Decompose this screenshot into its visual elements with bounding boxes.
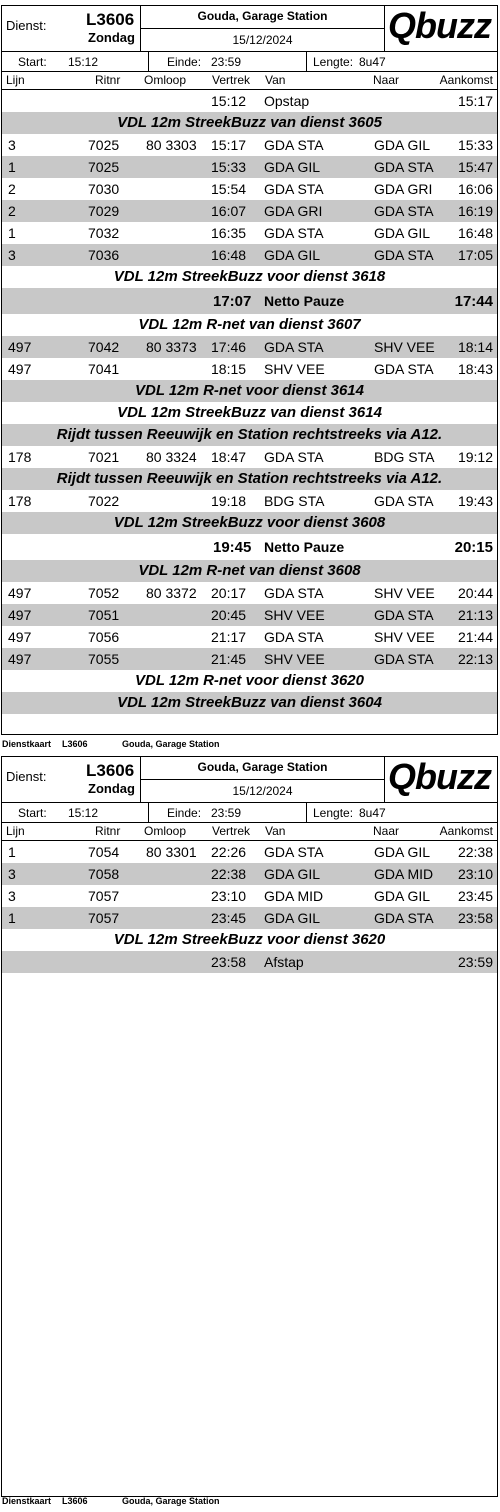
note-text: VDL 12m StreekBuzz voor dienst 3618 [113,268,386,285]
cell-van: BDG STA [264,493,325,509]
trip-row [2,222,497,244]
cell-vertrek: 22:26 [211,844,247,860]
col-naar: Naar [373,73,400,87]
cell-van: GDA STA [264,629,324,645]
trip-row [2,863,497,885]
footer-label: Dienstkaart [2,739,52,749]
cell-aankomst: 22:13 [457,651,493,667]
cell-lijn: 497 [8,339,32,355]
divider [306,803,307,822]
dienst-code: L3606 [86,761,135,780]
cell-lijn: 3 [8,137,16,153]
cell-lijn: 1 [8,225,16,241]
footer-location: Gouda, Garage Station [122,739,220,749]
cell-vertrek: 21:17 [211,629,247,645]
cell-aankomst: 23:59 [457,954,493,970]
start-value: 15:12 [68,806,99,820]
trip-row [2,244,497,266]
col-omloop: Omloop [144,824,187,838]
cell-naar: BDG STA [374,449,435,465]
cell-aankomst: 21:13 [457,607,493,623]
cell-vertrek: 23:45 [211,910,247,926]
cell-ritnr: 7041 [88,361,120,377]
header [2,6,497,52]
cell-lijn: 1 [8,159,16,175]
cell-ritnr: 7036 [88,247,120,263]
cell-aankomst: 15:17 [457,93,493,109]
cell-lijn: 497 [8,607,32,623]
lengte-value: 8u47 [359,806,386,820]
note-text: VDL 12m R-net van dienst 3607 [138,316,361,333]
dienstkaart-page-2 [1,756,498,1497]
cell-naar: GDA STA [374,607,434,623]
cell-naar: GDA STA [374,203,434,219]
note-text: VDL 12m StreekBuzz voor dienst 3608 [113,514,386,531]
divider [306,52,307,71]
cell-naar: GDA STA [374,651,434,667]
note-row [2,402,497,424]
cell-lijn: 3 [8,247,16,263]
trip-row [2,90,497,112]
cell-aankomst: 23:45 [457,888,493,904]
note-text: VDL 12m R-net voor dienst 3620 [135,672,364,689]
date-label: 15/12/2024 [232,784,293,798]
cell-aankomst: 23:10 [457,866,493,882]
cell-ritnr: 7054 [88,844,120,860]
col-lijn: Lijn [6,73,25,87]
cell-aankomst: 17:05 [457,247,493,263]
column-headers [2,72,497,90]
cell-aankomst: 16:19 [457,203,493,219]
note-text: VDL 12m StreekBuzz van dienst 3614 [117,404,382,421]
trip-row [2,648,497,670]
trip-row [2,907,497,929]
cell-naar: GDA STA [374,361,434,377]
day-label: Zondag [88,781,135,796]
qbuzz-logo: Qbuzz [388,756,491,797]
lengte-label: Lengte: [313,806,354,820]
cell-omloop: 80 3372 [146,585,197,601]
trip-row [2,490,497,512]
footer-code: L3606 [62,1496,88,1506]
cell-aankomst: 22:38 [457,844,493,860]
cell-van: GDA GIL [264,247,321,263]
trip-row [2,841,497,863]
cell-van: GDA GIL [264,910,321,926]
start-label: Start: [18,806,47,820]
divider [148,803,149,822]
cell-vertrek: 16:35 [211,225,247,241]
cell-naar: GDA GIL [374,844,431,860]
note-text: VDL 12m R-net van dienst 3608 [138,562,361,579]
cell-vertrek: 16:48 [211,247,247,263]
cell-naar: GDA MID [374,866,434,882]
note-text: Rijdt tussen Reeuwijk en Station rechtstreeks via A12. [56,470,443,487]
cell-omloop: 80 3373 [146,339,197,355]
trip-row [2,336,497,358]
cell-ritnr: 7025 [88,159,120,175]
cell-naar: GDA STA [374,493,434,509]
cell-ritnr: 7057 [88,910,120,926]
cell-aankomst: 20:44 [457,585,493,601]
trip-row [2,582,497,604]
cell-naar: SHV VEE [374,585,435,601]
cell-aankomst: 15:47 [457,159,493,175]
cell-lijn: 497 [8,361,32,377]
cell-naar: SHV VEE [374,339,435,355]
note-row [2,380,497,402]
cell-lijn: 178 [8,493,32,509]
cell-aankomst: 18:43 [457,361,493,377]
lengte-label: Lengte: [313,55,354,69]
cell-ritnr: 7029 [88,203,120,219]
cell-naar: GDA STA [374,910,434,926]
location-label: Gouda, Garage Station [197,760,328,774]
einde-label: Einde: [167,806,202,820]
schedule-table [2,841,497,973]
cell-lijn: 497 [8,651,32,667]
cell-ritnr: 7052 [88,585,120,601]
cell-van: SHV VEE [264,651,325,667]
trip-row [2,134,497,156]
note-row [2,670,497,692]
col-aankomst: Aankomst [439,73,493,87]
trip-row [2,604,497,626]
cell-naar: GDA STA [374,159,434,175]
lengte-value: 8u47 [359,55,386,69]
cell-vertrek: 15:17 [211,137,247,153]
cell-aankomst: 23:58 [457,910,493,926]
cell-aankomst: 21:44 [457,629,493,645]
cell-aankomst: 16:48 [457,225,493,241]
cell-ritnr: 7058 [88,866,120,882]
cell-naar: GDA GIL [374,225,431,241]
cell-omloop: 80 3303 [146,137,197,153]
pause-end: 17:44 [454,293,493,310]
date-label: 15/12/2024 [232,33,293,47]
col-omloop: Omloop [144,73,187,87]
dienst-code: L3606 [86,10,135,29]
cell-ritnr: 7030 [88,181,120,197]
footer-location: Gouda, Garage Station [122,1496,220,1506]
cell-van: GDA STA [264,339,324,355]
day-label: Zondag [88,30,135,45]
note-row [2,112,497,134]
cell-ritnr: 7056 [88,629,120,645]
cell-ritnr: 7042 [88,339,120,355]
note-row [2,424,497,446]
cell-aankomst: 19:12 [457,449,493,465]
cell-vertrek: 15:12 [211,93,247,109]
cell-van: GDA STA [264,225,324,241]
note-row [2,512,497,534]
col-vertrek: Vertrek [212,73,251,87]
note-text: Rijdt tussen Reeuwijk en Station rechtstreeks via A12. [56,426,443,443]
start-label: Start: [18,55,47,69]
header [2,757,497,803]
qbuzz-logo: Qbuzz [388,5,491,46]
cell-vertrek: 23:10 [211,888,247,904]
dienst-label: Dienst: [6,18,47,33]
cell-lijn: 497 [8,629,32,645]
cell-van: GDA GRI [264,203,323,219]
cell-van: GDA GIL [264,159,321,175]
divider [384,6,385,51]
cell-lijn: 2 [8,181,16,197]
pause-row [2,288,497,314]
cell-van: GDA STA [264,137,324,153]
cell-vertrek: 23:58 [211,954,247,970]
cell-aankomst: 15:33 [457,137,493,153]
cell-lijn: 1 [8,910,16,926]
cell-ritnr: 7032 [88,225,120,241]
trip-row [2,626,497,648]
cell-vertrek: 22:38 [211,866,247,882]
sub-header [2,803,497,823]
cell-van: SHV VEE [264,361,325,377]
einde-value: 23:59 [211,55,242,69]
pause-label: Netto Pauze [264,539,345,555]
cell-ritnr: 7057 [88,888,120,904]
cell-van: GDA STA [264,844,324,860]
pause-row [2,534,497,560]
trip-row [2,446,497,468]
footer-code: L3606 [62,739,88,749]
cell-lijn: 1 [8,844,16,860]
note-row [2,929,497,951]
col-lijn: Lijn [6,824,25,838]
divider [148,52,149,71]
divider [384,757,385,802]
dienstkaart-page-1 [1,5,498,735]
cell-vertrek: 20:17 [211,585,247,601]
trip-row [2,156,497,178]
cell-ritnr: 7021 [88,449,120,465]
cell-aankomst: 18:14 [457,339,493,355]
note-text: VDL 12m StreekBuzz voor dienst 3620 [113,931,386,948]
cell-ritnr: 7022 [88,493,120,509]
note-text: VDL 12m R-net voor dienst 3614 [135,382,364,399]
divider [141,28,384,29]
location-label: Gouda, Garage Station [197,9,328,23]
cell-lijn: 3 [8,888,16,904]
cell-naar: GDA GIL [374,137,431,153]
note-row [2,468,497,490]
cell-vertrek: 15:54 [211,181,247,197]
cell-naar: GDA GRI [374,181,433,197]
cell-van: GDA STA [264,449,324,465]
cell-lijn: 2 [8,203,16,219]
cell-naar: GDA GIL [374,888,431,904]
pause-start: 19:45 [213,539,252,556]
cell-van: Opstap [264,93,310,109]
cell-ritnr: 7051 [88,607,120,623]
cell-vertrek: 18:47 [211,449,247,465]
col-vertrek: Vertrek [212,824,251,838]
note-row [2,560,497,582]
cell-aankomst: 16:06 [457,181,493,197]
cell-omloop: 80 3324 [146,449,197,465]
cell-vertrek: 17:46 [211,339,247,355]
note-row [2,266,497,288]
dienst-label: Dienst: [6,769,47,784]
cell-vertrek: 15:33 [211,159,247,175]
einde-value: 23:59 [211,806,242,820]
trip-row [2,951,497,973]
trip-row [2,178,497,200]
cell-vertrek: 18:15 [211,361,247,377]
cell-vertrek: 21:45 [211,651,247,667]
col-van: Van [265,824,286,838]
col-ritnr: Ritnr [95,73,121,87]
cell-lijn: 3 [8,866,16,882]
note-row [2,314,497,336]
cell-lijn: 497 [8,585,32,601]
note-text: VDL 12m StreekBuzz van dienst 3604 [117,694,382,711]
col-aankomst: Aankomst [439,824,493,838]
trip-row [2,200,497,222]
cell-vertrek: 16:07 [211,203,247,219]
cell-ritnr: 7055 [88,651,120,667]
einde-label: Einde: [167,55,202,69]
cell-van: GDA STA [264,181,324,197]
cell-vertrek: 19:18 [211,493,247,509]
col-ritnr: Ritnr [95,824,121,838]
pause-label: Netto Pauze [264,293,345,309]
cell-naar: SHV VEE [374,629,435,645]
cell-ritnr: 7025 [88,137,120,153]
sub-header [2,52,497,72]
cell-van: GDA STA [264,585,324,601]
cell-aankomst: 19:43 [457,493,493,509]
schedule-table [2,90,497,714]
cell-van: SHV VEE [264,607,325,623]
note-text: VDL 12m StreekBuzz van dienst 3605 [117,114,382,131]
trip-row [2,358,497,380]
col-van: Van [265,73,286,87]
footer-label: Dienstkaart [2,1496,52,1506]
cell-naar: GDA STA [374,247,434,263]
col-naar: Naar [373,824,400,838]
cell-omloop: 80 3301 [146,844,197,860]
start-value: 15:12 [68,55,99,69]
column-headers [2,823,497,841]
trip-row [2,885,497,907]
pause-end: 20:15 [454,539,493,556]
cell-van: GDA MID [264,888,324,904]
pause-start: 17:07 [213,293,252,310]
divider [141,779,384,780]
cell-vertrek: 20:45 [211,607,247,623]
cell-van: GDA GIL [264,866,321,882]
cell-van: Afstap [264,954,304,970]
cell-lijn: 178 [8,449,32,465]
note-row [2,692,497,714]
